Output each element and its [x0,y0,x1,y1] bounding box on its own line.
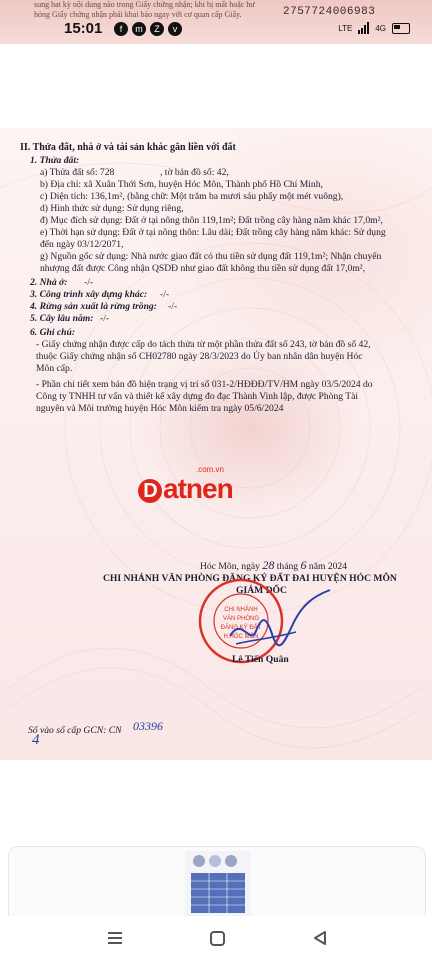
system-indicators [338,22,410,34]
date-month: 6 [300,558,307,572]
note-2-line: Công ty TNHH tư vấn và thiết kế xây dựng đo đạc Thành Vinh lập, được Phòng Tài [36,391,359,402]
signal-icon [358,22,369,34]
item-2-title: 2. Nhà ở: [30,277,68,288]
usage-term-cont: đến ngày 03/12/2071, [40,239,124,250]
datnen-watermark [138,465,298,505]
status-bar [0,18,432,42]
usage-purpose: đ) Mục đích sử dụng: Đất ở tại nông thôn 119,1m²; Đất trồng cây hàng năm khác 17,0m², [40,215,383,226]
svg-text:H.HÓC MÔN: H.HÓC MÔN [223,634,259,640]
note-2-line: - Phần chi tiết xem bản đồ hiện trạng vị trí số 031-2/HĐĐĐ/TV/HM ngày 03/5/2024 do [36,379,373,390]
document-thumbnail[interactable] [185,851,251,917]
register-book-number: 03396 [133,719,163,733]
certificate-serial: 2757724006983 [283,6,376,18]
parcel-number: a) Thửa đất số: 728 [40,167,115,178]
svg-text:VĂN PHÒNG: VĂN PHÒNG [222,616,260,622]
date-prefix: Hóc Môn, ngày [200,561,260,572]
messenger-icon: m [132,22,146,36]
viber-icon: v [168,22,182,36]
watermark-brand: atnen [163,473,233,504]
fine-print-line: sung bat kỳ nội dung nào trong Giấy chứng nhận; khi bị mất hoặc hư [34,0,255,9]
usage-origin-cont: nhượng đất được Công nhận QSDĐ như giao đất không thu tiền sử dụng đất 17,0m², [40,263,366,274]
usage-origin: g) Nguồn gốc sử dụng: Nhà nước giao đất có thu tiền sử dụng đất 119,1m²; Nhận chuyển [40,251,382,262]
signer-name: Lê Tiến Quân [232,654,289,665]
note-2-line: nguyên và Môi trường huyện Hóc Môn kiểm tra ngày 05/6/2024 [36,403,284,414]
network-label: LTE [338,23,353,33]
note-1-line: - Giấy chứng nhận được cấp do tách thửa từ một phần thửa đất số 243, tờ bản đồ số 42, [36,339,371,350]
item-1-title: 1. Thửa đất: [30,155,80,166]
zalo-icon: Z [150,22,164,36]
watermark-logo [138,473,233,505]
issuing-office: CHI NHÁNH VĂN PHÒNG ĐĂNG KÝ ĐẤT ĐAI HUYỆN HÓC MÔN [103,573,397,584]
svg-text:CHI NHÁNH: CHI NHÁNH [224,607,258,613]
clock: 15:01 [64,20,103,37]
area: c) Diện tích: 136,1m², (bằng chữ: Một trăm ba mươi sáu phẩy một mét vuông), [40,191,344,202]
previous-page-strip [0,0,432,44]
date-suffix: năm 2024 [308,561,348,572]
register-book-label: Số vào sổ cấp GCN: CN [28,725,122,736]
recent-apps-icon[interactable] [101,924,129,952]
item-4-value: -/- [168,301,178,312]
watermark-d-icon: D [138,479,162,503]
home-icon[interactable] [203,924,231,952]
notification-icons [114,22,182,36]
handwritten-mark: 4 [32,732,40,748]
back-icon[interactable] [306,924,334,952]
map-sheet: , tờ bản đồ số: 42, [160,167,229,178]
certificate-page [0,128,432,760]
system-navigation-bar [0,916,432,960]
item-5-value: -/- [100,313,110,324]
svg-text:ĐĂNG KÝ ĐẤT: ĐĂNG KÝ ĐẤT [220,625,262,631]
facebook-icon: f [114,22,128,36]
signer-role: GIÁM ĐỐC [236,585,287,596]
usage-term: e) Thời hạn sử dụng: Đất ở tại nông thôn: Lâu dài; Đất trồng cây hàng năm khác: Sử dụng [40,227,386,238]
item-5-title: 5. Cây lâu năm: [30,313,94,324]
date-day: 28 [262,558,275,572]
watermark-domain: .com.vn [196,465,225,474]
date-mid: tháng [276,561,299,572]
network-type: 4G [375,23,386,33]
usage-form: d) Hình thức sử dụng: Sử dụng riêng, [40,203,184,214]
item-4-title: 4. Rừng sản xuất là rừng trồng: [30,301,157,312]
note-1-line: thuộc Giấy chứng nhận số CH02780 ngày 28/3/2023 do Ủy ban nhân dân huyện Hóc [36,351,363,362]
section-title: II. Thửa đất, nhà ở và tài sản khác gắn liền với đất [20,142,236,153]
signing-date [200,559,347,573]
fine-print [34,0,255,20]
item-3-value: -/- [160,289,170,300]
item-6-title: 6. Ghi chú: [30,327,76,338]
fine-print-line: hỏng Giấy chứng nhận phải khai báo ngay với cơ quan cấp Giấy. [34,10,242,19]
next-page-preview[interactable] [8,846,426,918]
item-3-title: 3. Công trình xây dựng khác: [30,289,148,300]
battery-icon [392,23,410,34]
note-1-line: Môn cấp. [36,363,73,374]
item-2-value: -/- [84,277,94,288]
address: b) Địa chỉ: xã Xuân Thới Sơn, huyện Hóc Môn, Thành phố Hồ Chí Minh, [40,179,323,190]
